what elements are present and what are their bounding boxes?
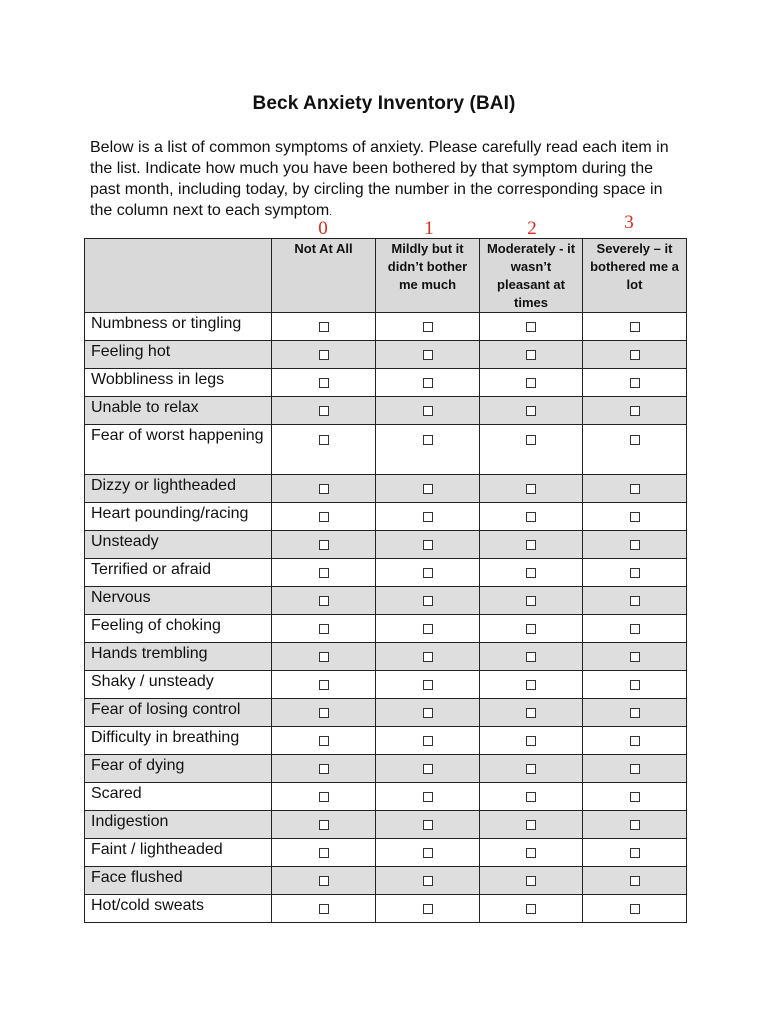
rating-checkbox-severely[interactable] bbox=[630, 876, 640, 886]
rating-checkbox-mildly[interactable] bbox=[423, 820, 433, 830]
rating-cell-not-at-all bbox=[272, 531, 376, 559]
table-row bbox=[85, 867, 687, 895]
rating-checkbox-moderately[interactable] bbox=[526, 568, 536, 578]
rating-checkbox-not-at-all[interactable] bbox=[319, 568, 329, 578]
rating-cell-mildly bbox=[376, 895, 480, 923]
rating-checkbox-not-at-all[interactable] bbox=[319, 484, 329, 494]
table-row bbox=[85, 313, 687, 341]
rating-cell-mildly bbox=[376, 475, 480, 503]
rating-checkbox-mildly[interactable] bbox=[423, 378, 433, 388]
rating-cell-moderately bbox=[480, 425, 583, 475]
rating-cell-severely bbox=[583, 397, 687, 425]
score-0-label: 0 bbox=[318, 218, 328, 239]
rating-cell-moderately bbox=[480, 755, 583, 783]
rating-checkbox-moderately[interactable] bbox=[526, 624, 536, 634]
rating-checkbox-mildly[interactable] bbox=[423, 624, 433, 634]
symptom-label: Scared bbox=[85, 783, 272, 811]
rating-checkbox-severely[interactable] bbox=[630, 596, 640, 606]
table-row bbox=[85, 503, 687, 531]
rating-checkbox-not-at-all[interactable] bbox=[319, 596, 329, 606]
rating-checkbox-severely[interactable] bbox=[630, 435, 640, 445]
rating-cell-severely bbox=[583, 643, 687, 671]
rating-checkbox-mildly[interactable] bbox=[423, 540, 433, 550]
rating-cell-not-at-all bbox=[272, 699, 376, 727]
rating-checkbox-mildly[interactable] bbox=[423, 596, 433, 606]
table-header-row bbox=[85, 239, 687, 313]
rating-cell-moderately bbox=[480, 615, 583, 643]
score-2-label: 2 bbox=[527, 218, 537, 239]
rating-cell-mildly bbox=[376, 341, 480, 369]
rating-cell-moderately bbox=[480, 811, 583, 839]
rating-cell-moderately bbox=[480, 727, 583, 755]
rating-checkbox-not-at-all[interactable] bbox=[319, 350, 329, 360]
rating-checkbox-not-at-all[interactable] bbox=[319, 708, 329, 718]
rating-checkbox-not-at-all[interactable] bbox=[319, 876, 329, 886]
rating-checkbox-mildly[interactable] bbox=[423, 848, 433, 858]
rating-checkbox-not-at-all[interactable] bbox=[319, 378, 329, 388]
rating-cell-not-at-all bbox=[272, 313, 376, 341]
rating-checkbox-not-at-all[interactable] bbox=[319, 624, 329, 634]
instructions-text: Below is a list of common symptoms of anxiety. Please carefully read each item in the list. Indicate how much you have been bothered by that symptom during the past month, including today, by circling the number in the corresponding space in the column next to each symptom bbox=[90, 139, 669, 219]
table-row bbox=[85, 397, 687, 425]
symptom-label: Numbness or tingling bbox=[85, 313, 272, 341]
rating-cell-not-at-all bbox=[272, 671, 376, 699]
rating-checkbox-mildly[interactable] bbox=[423, 435, 433, 445]
rating-cell-not-at-all bbox=[272, 475, 376, 503]
rating-checkbox-severely[interactable] bbox=[630, 736, 640, 746]
rating-cell-not-at-all bbox=[272, 643, 376, 671]
rating-cell-moderately bbox=[480, 397, 583, 425]
rating-checkbox-mildly[interactable] bbox=[423, 764, 433, 774]
rating-checkbox-not-at-all[interactable] bbox=[319, 652, 329, 662]
rating-cell-severely bbox=[583, 811, 687, 839]
symptom-label: Terrified or afraid bbox=[85, 559, 272, 587]
rating-checkbox-severely[interactable] bbox=[630, 568, 640, 578]
rating-cell-mildly bbox=[376, 643, 480, 671]
rating-cell-mildly bbox=[376, 811, 480, 839]
rating-cell-severely bbox=[583, 531, 687, 559]
rating-checkbox-moderately[interactable] bbox=[526, 708, 536, 718]
rating-checkbox-severely[interactable] bbox=[630, 708, 640, 718]
rating-cell-severely bbox=[583, 615, 687, 643]
rating-cell-moderately bbox=[480, 671, 583, 699]
rating-checkbox-severely[interactable] bbox=[630, 484, 640, 494]
rating-checkbox-severely[interactable] bbox=[630, 680, 640, 690]
rating-checkbox-severely[interactable] bbox=[630, 792, 640, 802]
rating-checkbox-mildly[interactable] bbox=[423, 568, 433, 578]
rating-cell-not-at-all bbox=[272, 587, 376, 615]
rating-cell-moderately bbox=[480, 503, 583, 531]
table-row bbox=[85, 699, 687, 727]
instructions-paragraph bbox=[90, 137, 680, 223]
rating-checkbox-moderately[interactable] bbox=[526, 484, 536, 494]
rating-checkbox-moderately[interactable] bbox=[526, 596, 536, 606]
table-row bbox=[85, 475, 687, 503]
symptom-label: Dizzy or lightheaded bbox=[85, 475, 272, 503]
rating-checkbox-mildly[interactable] bbox=[423, 406, 433, 416]
rating-checkbox-mildly[interactable] bbox=[423, 708, 433, 718]
table-row bbox=[85, 531, 687, 559]
rating-cell-severely bbox=[583, 475, 687, 503]
header-moderately: Moderately - it wasn’t pleasant at times bbox=[480, 239, 583, 313]
rating-cell-mildly bbox=[376, 503, 480, 531]
document-title: Beck Anxiety Inventory (BAI) bbox=[252, 93, 516, 114]
rating-cell-mildly bbox=[376, 587, 480, 615]
rating-cell-mildly bbox=[376, 755, 480, 783]
rating-checkbox-moderately[interactable] bbox=[526, 792, 536, 802]
rating-cell-severely bbox=[583, 755, 687, 783]
rating-checkbox-not-at-all[interactable] bbox=[319, 322, 329, 332]
score-1-label: 1 bbox=[424, 218, 434, 239]
rating-checkbox-not-at-all[interactable] bbox=[319, 792, 329, 802]
rating-checkbox-moderately[interactable] bbox=[526, 848, 536, 858]
rating-cell-severely bbox=[583, 313, 687, 341]
rating-cell-severely bbox=[583, 503, 687, 531]
rating-cell-not-at-all bbox=[272, 895, 376, 923]
rating-cell-mildly bbox=[376, 615, 480, 643]
rating-cell-not-at-all bbox=[272, 369, 376, 397]
rating-checkbox-mildly[interactable] bbox=[423, 904, 433, 914]
symptom-label: Shaky / unsteady bbox=[85, 671, 272, 699]
rating-cell-severely bbox=[583, 839, 687, 867]
rating-cell-not-at-all bbox=[272, 783, 376, 811]
rating-cell-moderately bbox=[480, 895, 583, 923]
rating-cell-mildly bbox=[376, 397, 480, 425]
symptom-rating-table bbox=[84, 238, 687, 923]
symptom-label: Fear of losing control bbox=[85, 699, 272, 727]
rating-cell-severely bbox=[583, 783, 687, 811]
rating-cell-moderately bbox=[480, 587, 583, 615]
rating-cell-moderately bbox=[480, 475, 583, 503]
rating-cell-mildly bbox=[376, 727, 480, 755]
table-row bbox=[85, 783, 687, 811]
rating-cell-moderately bbox=[480, 643, 583, 671]
header-mildly: Mildly but it didn’t bother me much bbox=[376, 239, 480, 313]
symptom-label: Unable to relax bbox=[85, 397, 272, 425]
rating-checkbox-moderately[interactable] bbox=[526, 322, 536, 332]
symptom-label: Hot/cold sweats bbox=[85, 895, 272, 923]
rating-cell-mildly bbox=[376, 867, 480, 895]
rating-checkbox-mildly[interactable] bbox=[423, 736, 433, 746]
rating-checkbox-mildly[interactable] bbox=[423, 350, 433, 360]
instructions-end-mark: . bbox=[329, 207, 333, 218]
rating-checkbox-severely[interactable] bbox=[630, 848, 640, 858]
rating-cell-severely bbox=[583, 895, 687, 923]
rating-cell-severely bbox=[583, 671, 687, 699]
rating-checkbox-not-at-all[interactable] bbox=[319, 512, 329, 522]
rating-checkbox-severely[interactable] bbox=[630, 764, 640, 774]
rating-checkbox-severely[interactable] bbox=[630, 820, 640, 830]
rating-cell-not-at-all bbox=[272, 811, 376, 839]
rating-cell-moderately bbox=[480, 313, 583, 341]
rating-cell-moderately bbox=[480, 341, 583, 369]
rating-checkbox-moderately[interactable] bbox=[526, 904, 536, 914]
rating-cell-mildly bbox=[376, 531, 480, 559]
rating-cell-not-at-all bbox=[272, 425, 376, 475]
rating-checkbox-not-at-all[interactable] bbox=[319, 904, 329, 914]
table-row bbox=[85, 895, 687, 923]
symptom-label: Hands trembling bbox=[85, 643, 272, 671]
rating-checkbox-moderately[interactable] bbox=[526, 378, 536, 388]
symptom-label: Wobbliness in legs bbox=[85, 369, 272, 397]
symptom-label: Fear of worst happening bbox=[85, 425, 272, 475]
rating-checkbox-severely[interactable] bbox=[630, 406, 640, 416]
rating-cell-severely bbox=[583, 341, 687, 369]
rating-cell-not-at-all bbox=[272, 615, 376, 643]
rating-cell-severely bbox=[583, 369, 687, 397]
rating-cell-severely bbox=[583, 425, 687, 475]
rating-checkbox-moderately[interactable] bbox=[526, 435, 536, 445]
rating-checkbox-mildly[interactable] bbox=[423, 512, 433, 522]
symptom-label: Unsteady bbox=[85, 531, 272, 559]
rating-checkbox-moderately[interactable] bbox=[526, 540, 536, 550]
rating-cell-not-at-all bbox=[272, 559, 376, 587]
rating-cell-moderately bbox=[480, 531, 583, 559]
rating-checkbox-moderately[interactable] bbox=[526, 820, 536, 830]
table-row bbox=[85, 671, 687, 699]
rating-checkbox-severely[interactable] bbox=[630, 540, 640, 550]
table-row bbox=[85, 425, 687, 475]
rating-cell-not-at-all bbox=[272, 397, 376, 425]
symptom-label: Face flushed bbox=[85, 867, 272, 895]
rating-checkbox-not-at-all[interactable] bbox=[319, 406, 329, 416]
rating-checkbox-severely[interactable] bbox=[630, 652, 640, 662]
rating-checkbox-moderately[interactable] bbox=[526, 406, 536, 416]
rating-checkbox-moderately[interactable] bbox=[526, 736, 536, 746]
rating-checkbox-severely[interactable] bbox=[630, 322, 640, 332]
table-row bbox=[85, 341, 687, 369]
header-symptom-column bbox=[85, 239, 272, 313]
table-row bbox=[85, 727, 687, 755]
rating-checkbox-moderately[interactable] bbox=[526, 680, 536, 690]
symptom-label: Feeling hot bbox=[85, 341, 272, 369]
table-row bbox=[85, 587, 687, 615]
rating-checkbox-moderately[interactable] bbox=[526, 764, 536, 774]
rating-checkbox-not-at-all[interactable] bbox=[319, 848, 329, 858]
rating-cell-moderately bbox=[480, 369, 583, 397]
rating-cell-mildly bbox=[376, 369, 480, 397]
rating-checkbox-not-at-all[interactable] bbox=[319, 820, 329, 830]
rating-cell-not-at-all bbox=[272, 503, 376, 531]
rating-checkbox-severely[interactable] bbox=[630, 512, 640, 522]
rating-cell-severely bbox=[583, 587, 687, 615]
rating-checkbox-not-at-all[interactable] bbox=[319, 680, 329, 690]
rating-checkbox-not-at-all[interactable] bbox=[319, 540, 329, 550]
rating-checkbox-mildly[interactable] bbox=[423, 876, 433, 886]
rating-cell-severely bbox=[583, 867, 687, 895]
symptom-label: Indigestion bbox=[85, 811, 272, 839]
rating-cell-not-at-all bbox=[272, 867, 376, 895]
rating-cell-mildly bbox=[376, 671, 480, 699]
rating-checkbox-severely[interactable] bbox=[630, 624, 640, 634]
rating-cell-moderately bbox=[480, 699, 583, 727]
rating-checkbox-not-at-all[interactable] bbox=[319, 764, 329, 774]
rating-cell-mildly bbox=[376, 699, 480, 727]
rating-cell-moderately bbox=[480, 559, 583, 587]
rating-cell-not-at-all bbox=[272, 755, 376, 783]
rating-cell-mildly bbox=[376, 425, 480, 475]
score-3-label: 3 bbox=[624, 212, 634, 233]
table-row bbox=[85, 643, 687, 671]
rating-cell-moderately bbox=[480, 867, 583, 895]
rating-cell-not-at-all bbox=[272, 727, 376, 755]
rating-checkbox-moderately[interactable] bbox=[526, 652, 536, 662]
table-row bbox=[85, 615, 687, 643]
rating-checkbox-severely[interactable] bbox=[630, 350, 640, 360]
symptom-table-body bbox=[85, 313, 687, 923]
rating-checkbox-mildly[interactable] bbox=[423, 792, 433, 802]
rating-checkbox-moderately[interactable] bbox=[526, 876, 536, 886]
rating-checkbox-mildly[interactable] bbox=[423, 484, 433, 494]
rating-checkbox-severely[interactable] bbox=[630, 904, 640, 914]
symptom-label: Heart pounding/racing bbox=[85, 503, 272, 531]
rating-cell-mildly bbox=[376, 839, 480, 867]
rating-cell-moderately bbox=[480, 839, 583, 867]
rating-cell-severely bbox=[583, 559, 687, 587]
symptom-label: Faint / lightheaded bbox=[85, 839, 272, 867]
header-severely: Severely – it bothered me a lot bbox=[583, 239, 687, 313]
rating-checkbox-moderately[interactable] bbox=[526, 350, 536, 360]
table-row bbox=[85, 369, 687, 397]
table-row bbox=[85, 811, 687, 839]
symptom-label: Nervous bbox=[85, 587, 272, 615]
table-row bbox=[85, 755, 687, 783]
rating-cell-moderately bbox=[480, 783, 583, 811]
symptom-label: Difficulty in breathing bbox=[85, 727, 272, 755]
rating-cell-severely bbox=[583, 699, 687, 727]
symptom-label: Feeling of choking bbox=[85, 615, 272, 643]
symptom-label: Fear of dying bbox=[85, 755, 272, 783]
rating-cell-mildly bbox=[376, 313, 480, 341]
rating-checkbox-not-at-all[interactable] bbox=[319, 736, 329, 746]
rating-checkbox-mildly[interactable] bbox=[423, 680, 433, 690]
rating-cell-not-at-all bbox=[272, 839, 376, 867]
rating-cell-mildly bbox=[376, 559, 480, 587]
rating-cell-mildly bbox=[376, 783, 480, 811]
rating-checkbox-moderately[interactable] bbox=[526, 512, 536, 522]
table-row bbox=[85, 839, 687, 867]
header-not-at-all: Not At All bbox=[272, 239, 376, 313]
table-row bbox=[85, 559, 687, 587]
rating-checkbox-severely[interactable] bbox=[630, 378, 640, 388]
rating-cell-not-at-all bbox=[272, 341, 376, 369]
rating-checkbox-not-at-all[interactable] bbox=[319, 435, 329, 445]
rating-checkbox-mildly[interactable] bbox=[423, 322, 433, 332]
rating-cell-severely bbox=[583, 727, 687, 755]
rating-checkbox-mildly[interactable] bbox=[423, 652, 433, 662]
